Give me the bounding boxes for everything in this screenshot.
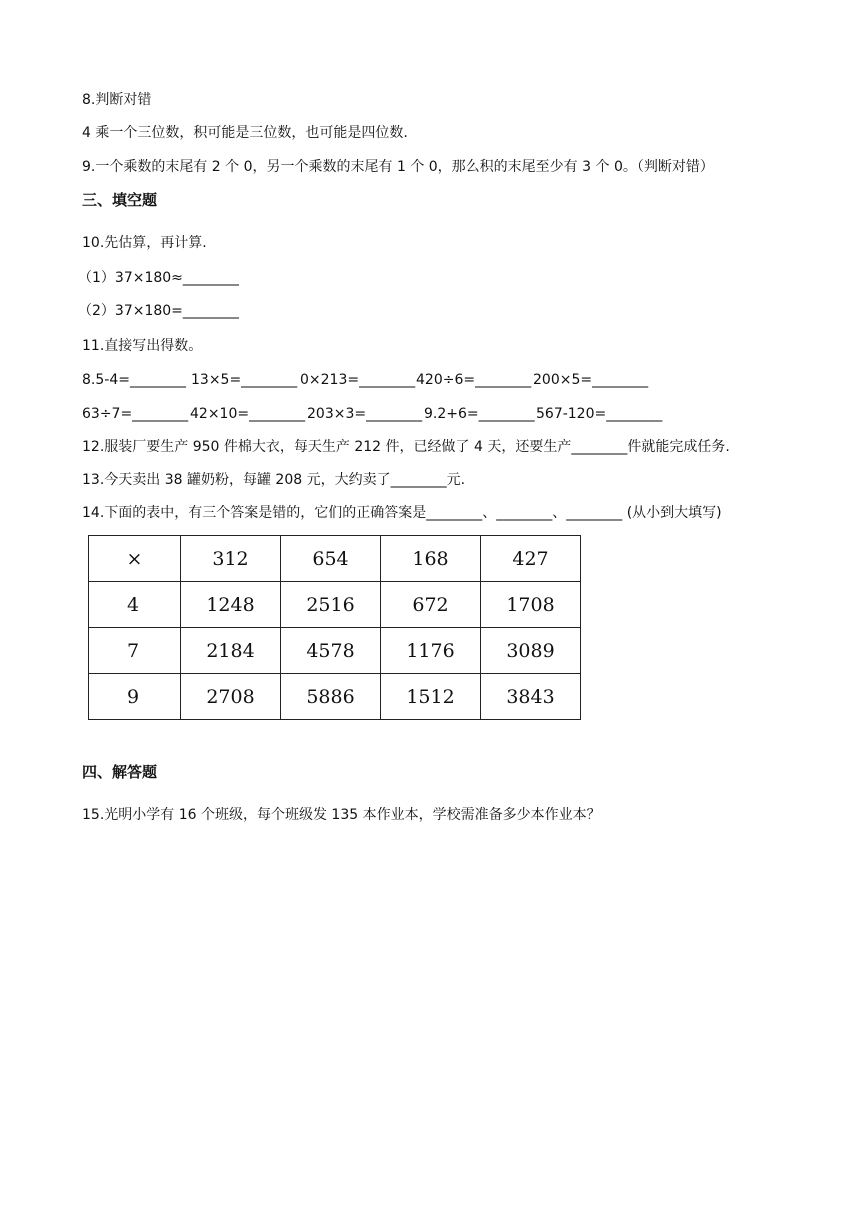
calc-item: 42×10=________ [190,406,306,422]
table-row-header: 7 [89,628,181,674]
question-13: 13.今天卖出 38 罐奶粉，每罐 208 元，大约卖了________元. [82,472,466,488]
table-header-cell: 654 [281,536,381,582]
table-header-cell: 427 [481,536,581,582]
table-cell: 2708 [181,674,281,720]
table-header-cell: 168 [381,536,481,582]
table-header-cell: 312 [181,536,281,582]
calc-item: 9.2+6=________ [424,406,535,422]
table-cell: 2516 [281,582,381,628]
table-row-header: 9 [89,674,181,720]
question-9: 9.一个乘数的末尾有 2 个 0，另一个乘数的末尾有 1 个 0，那么积的末尾至少有 3 个 0。（判断对错） [82,159,714,175]
question-8-title: 8.判断对错 [82,92,152,108]
table-cell: 4578 [281,628,381,674]
table-cell: 5886 [281,674,381,720]
calc-item: 200×5=________ [533,372,649,388]
table-header-row [89,536,581,582]
question-10-part-1: （1）37×180≈________ [78,270,239,286]
question-15: 15.光明小学有 16 个班级，每个班级发 135 本作业本，学校需准备多少本作业本？ [82,807,601,823]
table-cell: 1512 [381,674,481,720]
table-row [89,628,581,674]
section-4-heading: 四、解答题 [82,763,158,781]
section-3-heading: 三、填空题 [82,191,158,209]
calc-item: 203×3=________ [307,406,423,422]
table-cell: 3843 [481,674,581,720]
calc-item: 8.5-4=________ [82,372,186,388]
question-11-title: 11.直接写出得数。 [82,338,203,354]
table-cell: 3089 [481,628,581,674]
question-12: 12.服装厂要生产 950 件棉大衣，每天生产 212 件，已经做了 4 天，还要生产________件就能完成任务. [82,439,730,455]
calc-item: 420÷6=________ [416,372,532,388]
table-cell: 1708 [481,582,581,628]
table-cell: 1176 [381,628,481,674]
question-8-statement: 4 乘一个三位数，积可能是三位数，也可能是四位数. [82,125,408,141]
calc-item: 567-120=________ [536,406,663,422]
table-cell: 2184 [181,628,281,674]
calc-item: 63÷7=________ [82,406,189,422]
table-row-header: 4 [89,582,181,628]
question-10-part-2: （2）37×180=________ [78,303,239,319]
table-cell: 672 [381,582,481,628]
question-10-title: 10.先估算，再计算. [82,235,207,251]
table-row [89,582,581,628]
table-cell: 1248 [181,582,281,628]
calc-item: 13×5=________ [191,372,298,388]
question-14: 14.下面的表中，有三个答案是错的，它们的正确答案是________、________、________ (从小到大填写) [82,505,722,521]
multiplication-table [88,535,581,720]
table-row [89,674,581,720]
table-cell-operator: × [89,536,181,582]
calc-item: 0×213=________ [300,372,416,388]
